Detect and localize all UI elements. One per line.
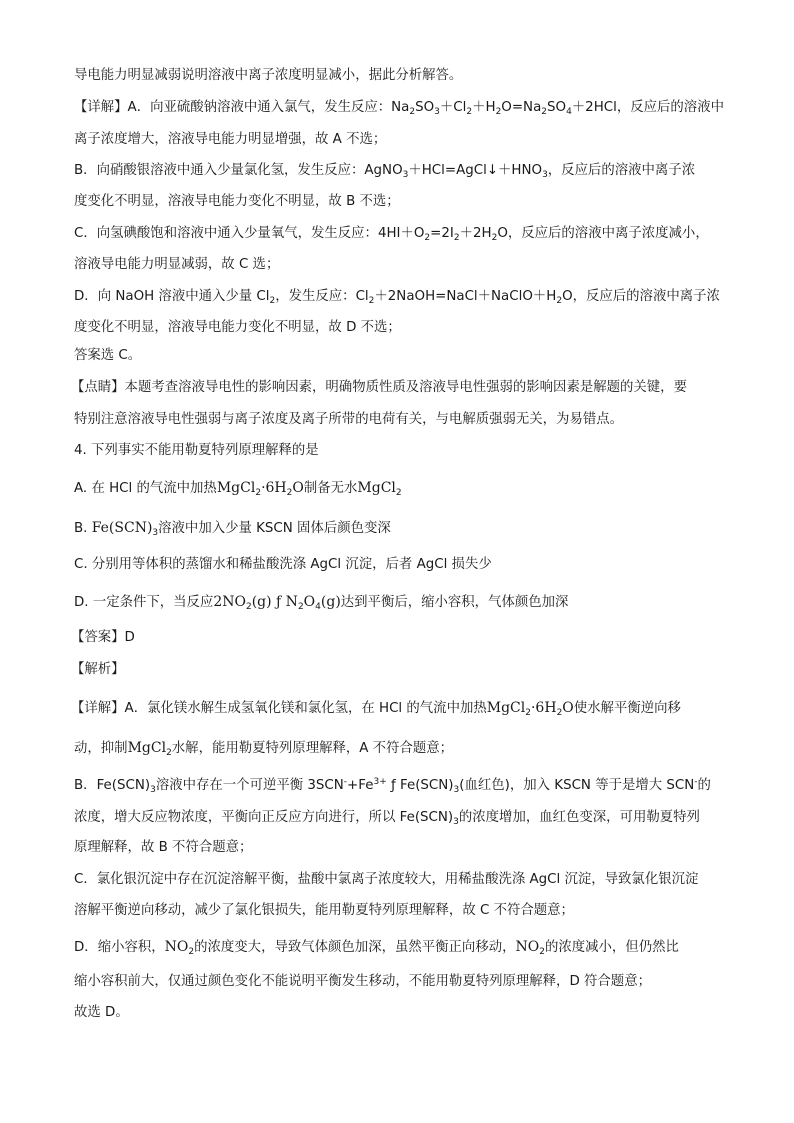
- subscript: 2: [424, 233, 431, 243]
- subscript: 2: [556, 296, 563, 306]
- text-run: D．向 NaOH 溶液中通入少量 Cl: [74, 289, 270, 304]
- text-line: [74, 318, 724, 338]
- subscript: 3: [152, 528, 159, 538]
- text-run: O: [562, 700, 574, 716]
- text-run: 溶液导电能力明显减弱，故 C 选；: [74, 257, 280, 272]
- answer-heading: [71, 628, 724, 648]
- text-run: ＋2HCl，反应后的溶液中: [571, 100, 724, 115]
- subscript: 2: [255, 488, 262, 498]
- text-run: SO: [547, 100, 567, 115]
- text-run: 使水解平衡逆向移: [573, 701, 681, 716]
- text-line: [74, 130, 724, 150]
- text-run: D．缩小容积，: [74, 940, 165, 955]
- text-run: ＋Cl: [439, 100, 467, 115]
- subscript: 2: [188, 947, 195, 957]
- text-run: 达到平衡后，缩小容积，气体颜色加深: [340, 595, 569, 610]
- text-run: B.: [74, 521, 92, 536]
- text-run: O: [303, 594, 316, 610]
- text-run: 原理解释，故 B 不符合题意；: [74, 840, 253, 855]
- text-run: 导电能力明显减弱说明溶液中离子浓度明显减小，据此分析解答。: [74, 68, 463, 83]
- text-line: [71, 698, 724, 718]
- text-run: B．向硝酸银溶液中通入少量氯化氢，发生反应：AgNO: [74, 163, 403, 178]
- text-run: O=Na: [501, 100, 542, 115]
- text-run: 4. 下列事实不能用勒夏特列原理解释的是: [74, 443, 319, 458]
- text-run: NO: [515, 939, 540, 955]
- text-run: 【解析】: [71, 662, 125, 677]
- text-run: (g): [320, 594, 341, 610]
- subscript: 4: [566, 107, 572, 117]
- text-run: C．向氢碘酸饱和溶液中通入少量氧气，发生反应：4HI＋O: [74, 226, 425, 241]
- text-run: O，反应后的溶液中离子浓: [562, 289, 720, 304]
- text-run: 溶解平衡逆向移动，减少了氯化银损失，能用勒夏特列原理解释，故 C 不符合题意；: [74, 903, 574, 918]
- text-run: 溶液中加入少量 KSCN 固体后颜色变深: [158, 521, 391, 536]
- text-run: NO: [164, 939, 189, 955]
- text-run: ＋2H: [459, 226, 492, 241]
- text-run: 【详解】A．向亚硫酸钠溶液中通入氯气，发生反应：Na: [74, 100, 410, 115]
- text-run: B．Fe(SCN): [74, 778, 151, 793]
- text-run: 度变化不明显，溶液导电能力变化不明显，故 B 不选；: [74, 194, 400, 209]
- option-a: [74, 478, 724, 498]
- option-b: [74, 518, 724, 538]
- superscript: 3+: [373, 777, 387, 787]
- text-run: C．氯化银沉淀中存在沉淀溶解平衡，盐酸中氯离子浓度较大，用稀盐酸洗涤 AgCl 沉淀，导致氯化银沉淀: [74, 872, 699, 887]
- subscript: 3: [453, 817, 459, 827]
- text-line: [74, 161, 724, 181]
- text-line: [71, 378, 724, 398]
- text-run: =2I: [430, 226, 454, 241]
- subscript: 2: [297, 602, 304, 612]
- text-run: 浓度，增大反应物浓度，平衡向正反应方向进行，所以 Fe(SCN): [74, 810, 454, 825]
- text-run: ＋2NaOH=NaCl＋NaClO＋H: [374, 289, 557, 304]
- subscript: 2: [453, 233, 460, 243]
- text-run: 【详解】A．氯化镁水解生成氢氧化镁和氯化氢，在 HCl 的气流中加热: [71, 701, 487, 716]
- text-line: [74, 192, 724, 212]
- subscript: 2: [409, 107, 416, 117]
- subscript: 3: [402, 170, 409, 180]
- superscript: -: [694, 777, 698, 787]
- subscript: 2: [166, 748, 172, 758]
- text-run: Fe(SCN): [91, 520, 153, 536]
- text-line: [74, 901, 724, 921]
- subscript: 2: [556, 708, 563, 718]
- text-run: 溶液中存在一个可逆平衡 3SCN: [155, 778, 344, 793]
- text-run: 离子浓度增大，溶液导电能力明显增强，故 A 不选；: [74, 132, 387, 147]
- text-line: [74, 66, 724, 86]
- analysis-heading: [71, 660, 724, 680]
- text-run: C. 分别用等体积的蒸馏水和稀盐酸洗涤 AgCl 沉淀，后者 AgCl 损失少: [74, 557, 492, 572]
- text-run: ＋HCl=AgCl↓＋HNO: [408, 163, 543, 178]
- subscript: 2: [541, 107, 548, 117]
- text-run: MgCl: [216, 480, 256, 496]
- text-run: 度变化不明显，溶液导电能力变化不明显，故 D 不选；: [74, 320, 401, 335]
- text-run: 故选 D。: [74, 1005, 129, 1020]
- text-run: 动，抑制: [74, 741, 128, 756]
- subscript: 3: [150, 785, 156, 795]
- text-line: [74, 838, 724, 858]
- text-run: 【点睛】本题考查溶液导电性的影响因素，明确物质性质及溶液导电性强弱的影响因素是解题的关键，要: [71, 380, 687, 395]
- text-run: 的浓度减小，但仍然比: [544, 940, 679, 955]
- text-run: ＋H: [472, 100, 496, 115]
- subscript: 2: [286, 488, 293, 498]
- text-run: ·6H: [261, 480, 287, 496]
- option-d: [74, 592, 724, 612]
- subscript: 2: [495, 107, 502, 117]
- subscript: 3: [542, 170, 548, 180]
- text-run: +Fe: [347, 778, 374, 793]
- text-line: [74, 972, 724, 992]
- subscript: 4: [315, 602, 321, 612]
- text-line: [74, 255, 724, 275]
- text-run: (g) ƒ N: [251, 594, 298, 610]
- subscript: 2: [539, 947, 545, 957]
- text-run: 制备无水: [303, 481, 358, 496]
- text-line: [74, 738, 724, 758]
- question-title: [74, 441, 724, 461]
- subscript: 2: [368, 296, 375, 306]
- text-run: (血红色)，加入 KSCN 等于是增大 SCN: [459, 778, 695, 793]
- subscript: 3: [453, 785, 460, 795]
- text-run: 特别注意溶液导电性强弱与离子浓度及离子所带的电荷有关，与电解质强弱无关，为易错点。: [74, 412, 624, 427]
- subscript: 2: [269, 296, 276, 306]
- text-run: 2NO: [213, 594, 246, 610]
- text-run: 水解，能用勒夏特列原理解释，A 不符合题意；: [171, 741, 454, 756]
- text-run: MgCl: [486, 700, 526, 716]
- text-run: 答案选 C。: [74, 348, 142, 363]
- answer-line: [74, 346, 724, 366]
- text-run: 的: [697, 778, 711, 793]
- text-run: A. 在 HCl 的气流中加热: [74, 481, 217, 496]
- text-line: [74, 870, 724, 890]
- text-run: ，发生反应：Cl: [275, 289, 369, 304]
- text-run: ƒ Fe(SCN): [386, 778, 454, 793]
- subscript: 2: [395, 488, 402, 498]
- text-run: 【答案】D: [71, 630, 135, 645]
- text-run: SO: [415, 100, 435, 115]
- option-c: [74, 555, 724, 575]
- text-line: [74, 287, 724, 307]
- text-line: [74, 808, 724, 828]
- subscript: 2: [245, 602, 252, 612]
- text-run: O，反应后的溶液中离子浓度减小，: [497, 226, 709, 241]
- text-run: MgCl: [127, 740, 167, 756]
- superscript: -: [343, 777, 348, 787]
- text-run: ，反应后的溶液中离子浓: [547, 163, 696, 178]
- text-run: 缩小容积前大，仅通过颜色变化不能说明平衡发生移动，不能用勒夏特列原理解释，D 符合题意；: [74, 974, 651, 989]
- text-line: [74, 937, 724, 957]
- text-run: O: [292, 480, 304, 496]
- subscript: 2: [525, 708, 531, 718]
- text-line: [74, 224, 724, 244]
- text-line: [74, 98, 724, 118]
- text-line: [74, 410, 724, 430]
- text-line: [74, 776, 724, 796]
- subscript: 2: [466, 107, 473, 117]
- text-run: 的浓度增加，血红色变深，可用勒夏特列: [458, 810, 700, 825]
- text-run: 的浓度变大，导致气体颜色加深，虽然平衡正向移动，: [194, 940, 516, 955]
- subscript: 3: [434, 107, 440, 117]
- subscript: 2: [491, 233, 498, 243]
- text-run: D. 一定条件下，当反应: [74, 595, 214, 610]
- text-run: ·6H: [530, 700, 557, 716]
- conclusion-line: [74, 1003, 724, 1023]
- text-run: MgCl: [357, 480, 396, 496]
